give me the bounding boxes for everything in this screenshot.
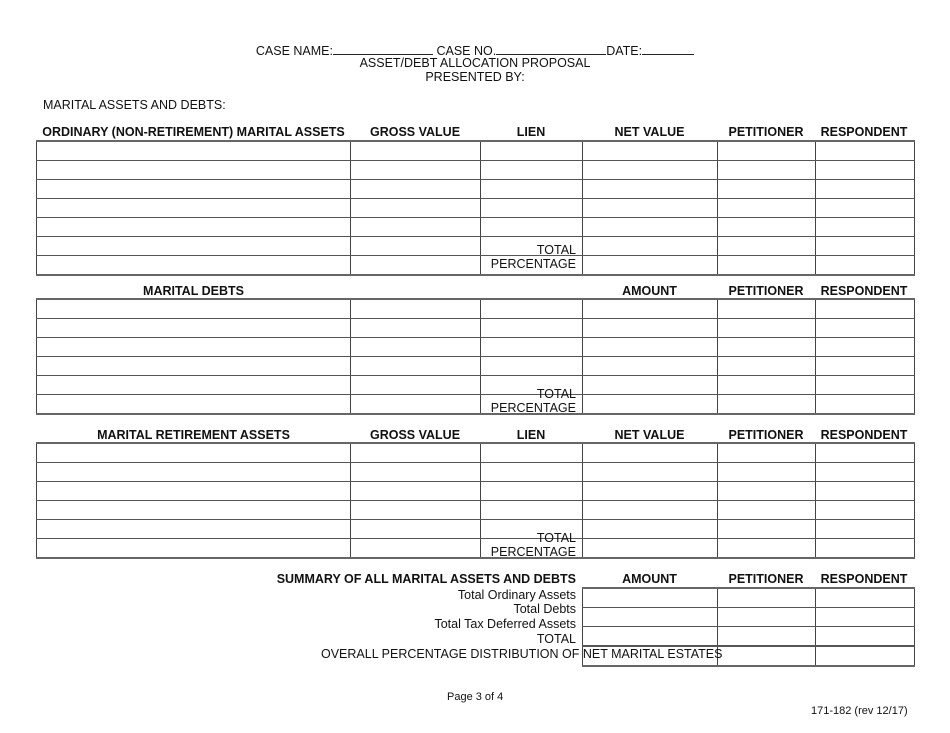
col-header-respondent: RESPONDENT [820,125,908,139]
lien-cell[interactable] [481,180,583,199]
col-header-petitioner: PETITIONER [728,284,804,298]
debt-cell-2[interactable] [351,319,481,338]
lien-cell[interactable] [481,443,583,463]
ordinary-assets-table [36,140,915,276]
gross-value-cell[interactable] [351,463,481,482]
amount-cell[interactable] [583,395,718,415]
summary-row-label-tax-deferred: Total Tax Deferred Assets [434,617,576,631]
respondent-cell[interactable] [816,218,915,237]
debts-total-label: TOTAL [536,387,576,401]
retirement-total-label: TOTAL [536,531,576,545]
respondent-cell[interactable] [816,395,915,415]
page-number: Page 3 of 4 [447,691,504,703]
petitioner-cell[interactable] [718,395,816,415]
debt-cell-2[interactable] [351,357,481,376]
petitioner-cell[interactable] [718,539,816,559]
col-header-retirement-assets: MARITAL RETIREMENT ASSETS [97,428,290,442]
amount-cell[interactable] [583,608,718,627]
petitioner-cell[interactable] [718,180,816,199]
lien-cell[interactable] [481,501,583,520]
petitioner-cell[interactable] [718,237,816,256]
gross-value-cell[interactable] [351,501,481,520]
amount-cell[interactable] [583,299,718,319]
col-header-net-value: NET VALUE [614,125,685,139]
case-no-label: CASE NO. [436,44,497,58]
retirement-assets-table [36,442,915,559]
lien-cell[interactable] [481,463,583,482]
respondent-cell[interactable] [816,180,915,199]
table-row [37,161,915,180]
lien-cell[interactable] [481,141,583,161]
petitioner-cell[interactable] [718,646,816,666]
table-row [37,501,915,520]
ordinary-percentage-label: PERCENTAGE [490,257,576,271]
gross-value-cell[interactable] [351,141,481,161]
overall-percentage-note: OVERALL PERCENTAGE DISTRIBUTION OF NET MARITAL ESTATES [321,647,723,661]
petitioner-cell[interactable] [718,357,816,376]
table-row [583,608,915,627]
respondent-cell[interactable] [816,627,915,647]
retirement-percentage-label: PERCENTAGE [490,545,576,559]
respondent-cell[interactable] [816,141,915,161]
petitioner-cell[interactable] [718,319,816,338]
asset-description-cell[interactable] [37,256,351,276]
debt-cell-2[interactable] [351,299,481,319]
asset-description-cell[interactable] [37,161,351,180]
amount-cell[interactable] [583,338,718,357]
net-value-cell[interactable] [583,443,718,463]
amount-cell[interactable] [583,319,718,338]
gross-value-cell[interactable] [351,199,481,218]
debt-description-cell[interactable] [37,357,351,376]
gross-value-cell[interactable] [351,218,481,237]
amount-cell[interactable] [583,627,718,647]
table-row [37,299,915,319]
asset-description-cell[interactable] [37,539,351,559]
col-header-net-value: NET VALUE [614,428,685,442]
respondent-cell[interactable] [816,319,915,338]
form-number: 171-182 (rev 12/17) [811,705,908,717]
respondent-cell[interactable] [816,443,915,463]
respondent-cell[interactable] [816,199,915,218]
net-value-cell[interactable] [583,256,718,276]
petitioner-cell[interactable] [718,443,816,463]
debt-cell-2[interactable] [351,376,481,395]
col-header-lien: LIEN [516,428,546,442]
col-header-petitioner: PETITIONER [728,125,804,139]
debt-description-cell[interactable] [37,319,351,338]
respondent-cell[interactable] [816,608,915,627]
petitioner-cell[interactable] [718,338,816,357]
respondent-cell[interactable] [816,520,915,539]
col-header-respondent: RESPONDENT [820,572,908,586]
respondent-cell[interactable] [816,501,915,520]
net-value-cell[interactable] [583,180,718,199]
presented-by-label: PRESENTED BY: [425,70,525,84]
petitioner-cell[interactable] [718,161,816,180]
table-row [37,539,915,559]
net-value-cell[interactable] [583,501,718,520]
section-label: MARITAL ASSETS AND DEBTS: [43,98,226,112]
lien-cell[interactable] [481,218,583,237]
petitioner-cell[interactable] [718,482,816,501]
table-row [37,463,915,482]
lien-cell[interactable] [481,482,583,501]
asset-description-cell[interactable] [37,141,351,161]
col-header-gross-value: GROSS VALUE [369,125,461,139]
debt-cell-3[interactable] [481,299,583,319]
form-title: ASSET/DEBT ALLOCATION PROPOSAL [359,56,591,70]
petitioner-cell[interactable] [718,218,816,237]
petitioner-cell[interactable] [718,588,816,608]
table-row [37,237,915,256]
respondent-cell[interactable] [816,299,915,319]
respondent-cell[interactable] [816,463,915,482]
net-value-cell[interactable] [583,237,718,256]
debt-description-cell[interactable] [37,376,351,395]
asset-description-cell[interactable] [37,501,351,520]
gross-value-cell[interactable] [351,482,481,501]
respondent-cell[interactable] [816,482,915,501]
net-value-cell[interactable] [583,463,718,482]
asset-description-cell[interactable] [37,218,351,237]
net-value-cell[interactable] [583,520,718,539]
lien-cell[interactable] [481,161,583,180]
asset-description-cell[interactable] [37,443,351,463]
col-header-amount: AMOUNT [622,572,677,586]
petitioner-cell[interactable] [718,608,816,627]
debt-description-cell[interactable] [37,395,351,415]
ordinary-total-label: TOTAL [536,243,576,257]
petitioner-cell[interactable] [718,463,816,482]
petitioner-cell[interactable] [718,141,816,161]
table-row [37,395,915,415]
petitioner-cell[interactable] [718,501,816,520]
table-row [37,199,915,218]
col-header-marital-debts: MARITAL DEBTS [143,284,244,298]
gross-value-cell[interactable] [351,520,481,539]
table-row [37,338,915,357]
debt-description-cell[interactable] [37,338,351,357]
debt-cell-2[interactable] [351,338,481,357]
asset-description-cell[interactable] [37,237,351,256]
col-header-petitioner: PETITIONER [728,572,804,586]
case-name-label: CASE NAME: [255,44,333,58]
case-name-field[interactable] [333,42,433,55]
summary-title: SUMMARY OF ALL MARITAL ASSETS AND DEBTS [276,572,576,586]
net-value-cell[interactable] [583,141,718,161]
debt-cell-3[interactable] [481,319,583,338]
debt-cell-2[interactable] [351,395,481,415]
petitioner-cell[interactable] [718,256,816,276]
debt-description-cell[interactable] [37,299,351,319]
respondent-cell[interactable] [816,237,915,256]
marital-debts-table [36,298,915,415]
debt-cell-3[interactable] [481,338,583,357]
col-header-lien: LIEN [516,125,546,139]
table-row [583,627,915,647]
table-row [583,588,915,608]
respondent-cell[interactable] [816,161,915,180]
respondent-cell[interactable] [816,588,915,608]
summary-row-label-total: TOTAL [536,632,576,646]
col-header-ordinary-assets: ORDINARY (NON-RETIREMENT) MARITAL ASSETS [42,125,345,139]
table-row [37,141,915,161]
table-row [37,443,915,463]
col-header-petitioner: PETITIONER [728,428,804,442]
table-row [37,180,915,199]
gross-value-cell[interactable] [351,237,481,256]
summary-row-label-ordinary: Total Ordinary Assets [457,588,576,602]
col-header-amount: AMOUNT [622,284,677,298]
respondent-cell[interactable] [816,338,915,357]
petitioner-cell[interactable] [718,376,816,395]
asset-description-cell[interactable] [37,180,351,199]
table-row [37,256,915,276]
summary-row-label-debts: Total Debts [513,602,576,616]
col-header-respondent: RESPONDENT [820,428,908,442]
debt-cell-3[interactable] [481,357,583,376]
petitioner-cell[interactable] [718,299,816,319]
debts-percentage-label: PERCENTAGE [490,401,576,415]
respondent-cell[interactable] [816,256,915,276]
net-value-cell[interactable] [583,482,718,501]
amount-cell[interactable] [583,376,718,395]
petitioner-cell[interactable] [718,520,816,539]
table-row [37,319,915,338]
net-value-cell[interactable] [583,199,718,218]
petitioner-cell[interactable] [718,627,816,647]
gross-value-cell[interactable] [351,443,481,463]
respondent-cell[interactable] [816,646,915,666]
asset-description-cell[interactable] [37,482,351,501]
table-row [37,482,915,501]
table-row [37,520,915,539]
petitioner-cell[interactable] [718,199,816,218]
table-row [37,218,915,237]
amount-cell[interactable] [583,588,718,608]
asset-description-cell[interactable] [37,520,351,539]
case-no-field[interactable] [496,42,606,55]
table-row [37,357,915,376]
date-label: DATE: [606,44,643,58]
respondent-cell[interactable] [816,376,915,395]
asset-description-cell[interactable] [37,199,351,218]
respondent-cell[interactable] [816,539,915,559]
net-value-cell[interactable] [583,218,718,237]
date-field[interactable] [642,42,694,55]
gross-value-cell[interactable] [351,180,481,199]
gross-value-cell[interactable] [351,539,481,559]
table-row [37,376,915,395]
net-value-cell[interactable] [583,539,718,559]
gross-value-cell[interactable] [351,161,481,180]
asset-description-cell[interactable] [37,463,351,482]
net-value-cell[interactable] [583,161,718,180]
col-header-respondent: RESPONDENT [820,284,908,298]
gross-value-cell[interactable] [351,256,481,276]
col-header-gross-value: GROSS VALUE [369,428,461,442]
lien-cell[interactable] [481,199,583,218]
respondent-cell[interactable] [816,357,915,376]
amount-cell[interactable] [583,357,718,376]
